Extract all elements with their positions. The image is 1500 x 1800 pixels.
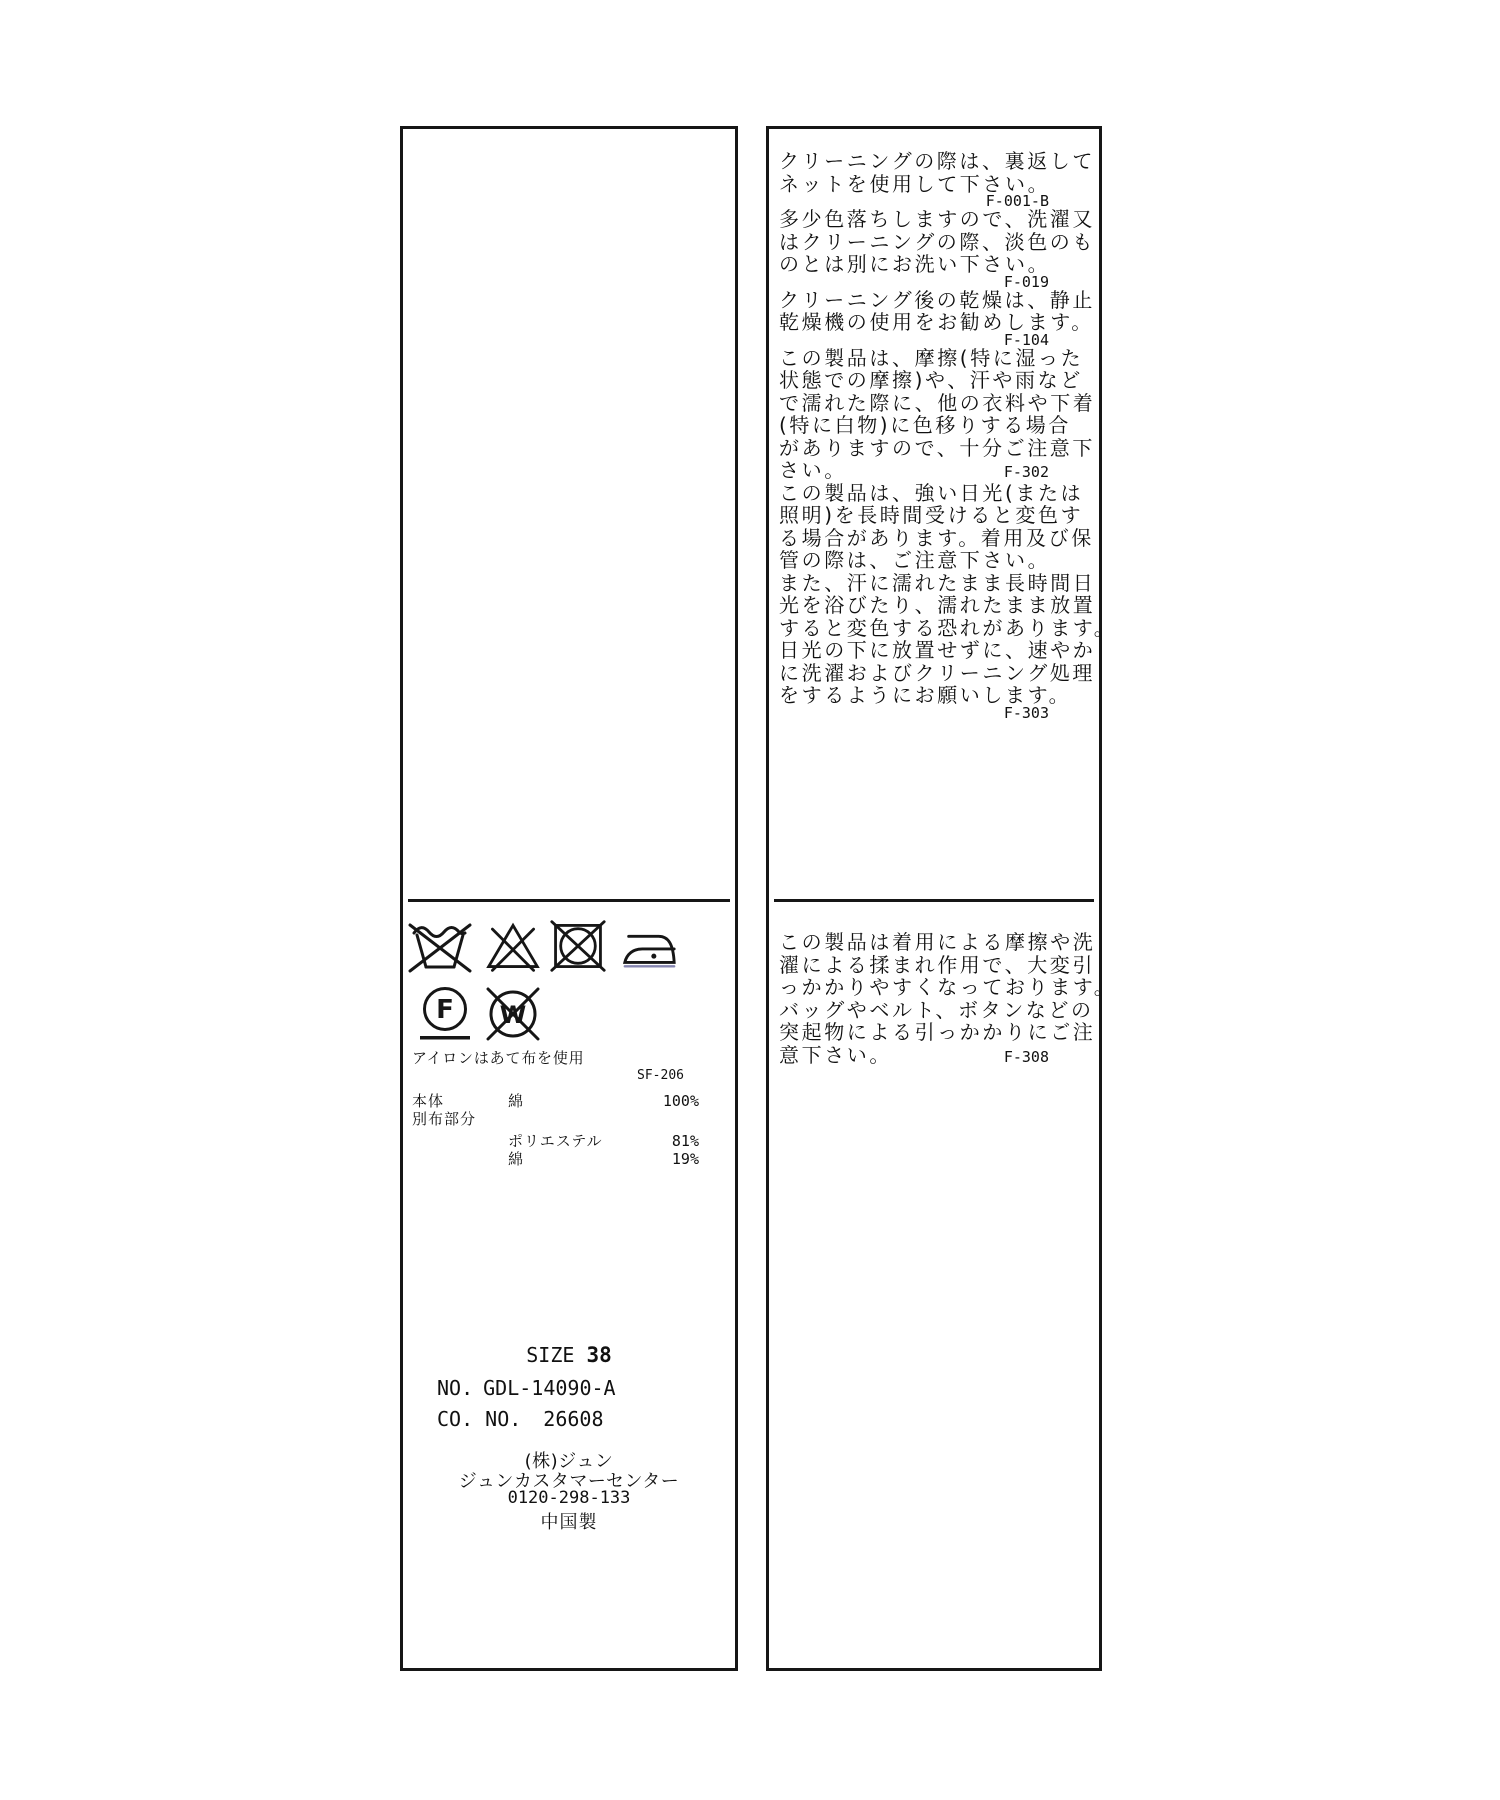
care-code: F-308	[1003, 1047, 1049, 1066]
company-number-value: 26608	[543, 1407, 604, 1431]
care-text-line: クリーニング後の乾燥は、静止	[779, 287, 1095, 312]
care-text-line-with-code	[779, 459, 1099, 482]
product-number-label: NO.	[437, 1376, 474, 1400]
dry-clean-letter: F	[436, 995, 454, 1025]
care-text-tail: さい。	[779, 458, 847, 482]
iron-one-dot-icon	[619, 921, 679, 971]
do-not-wash-icon	[407, 917, 473, 975]
care-text-line: (特に白物)に色移りする場合	[779, 413, 1072, 437]
care-text-line: この製品は、強い日光(または	[779, 480, 1084, 505]
iron-instruction-note: アイロンはあて布を使用	[412, 1049, 585, 1067]
care-text-line: この製品は着用による摩擦や洗	[779, 930, 1096, 954]
care-text-line: この製品は、摩擦(特に湿った	[779, 345, 1084, 370]
care-text-line: に洗濯およびクリーニング処理	[779, 660, 1095, 685]
care-text-line: ネットを使用して下さい。	[779, 171, 1051, 196]
do-not-tumble-dry-icon	[549, 917, 607, 975]
composition-material: 綿	[508, 1150, 525, 1168]
care-text-line-with-code	[779, 1044, 1099, 1067]
care-text-line: 濯による揉まれ作用で、大変引	[779, 952, 1095, 977]
company-number-line	[437, 1407, 604, 1431]
care-code: F-019	[1003, 272, 1049, 291]
composition-percent: 19%	[671, 1150, 699, 1168]
composition-row	[403, 1150, 735, 1168]
care-text-line: 管の際は、ご注意下さい。	[779, 548, 1051, 572]
care-text-line: また、汗に濡れたまま長時間日	[779, 570, 1096, 595]
care-text-line: 光を浴びたり、濡れたまま放置	[779, 593, 1096, 617]
right-panel-divider	[774, 899, 1094, 902]
care-text-tail: 意下さい。	[779, 1042, 892, 1067]
care-text-line: 状態での摩擦)や、汗や雨など	[779, 368, 1083, 392]
care-code: F-302	[1003, 463, 1049, 481]
extra-note	[779, 930, 1117, 1067]
care-code: F-001-B	[985, 192, 1049, 210]
country-of-origin: 中国製	[540, 1512, 598, 1533]
care-text-line: 日光の下に放置せずに、速やか	[779, 638, 1096, 662]
care-text-line: をするようにお願いします。	[779, 683, 1072, 707]
right-label-panel	[766, 126, 1117, 1671]
customer-center-phone: 0120-298-133	[507, 1488, 631, 1508]
dry-clean-petroleum-gentle-icon	[418, 985, 472, 1043]
composition-row	[403, 1132, 735, 1150]
wet-clean-letter: W	[499, 1001, 527, 1029]
care-text-line: 照明)を長時間受けると変色す	[779, 503, 1084, 527]
composition-part: 本体	[412, 1092, 445, 1110]
care-text-line: のとは別にお洗い下さい。	[779, 252, 1051, 276]
customer-center-name: ジュンカスタマーセンター	[458, 1471, 680, 1492]
care-text-line: すると変色する恐れがあります。	[779, 615, 1117, 640]
care-text-line: クリーニングの際は、裏返して	[779, 149, 1095, 173]
care-ref-code: SF-206	[637, 1068, 684, 1083]
composition-material: 綿	[508, 1092, 525, 1110]
care-text-line: がありますので、十分ご注意下	[779, 435, 1095, 460]
composition-part: 別布部分	[412, 1110, 477, 1128]
do-not-bleach-icon	[484, 917, 542, 975]
left-label-panel	[400, 126, 738, 1671]
care-text-line: る場合があります。着用及び保	[779, 525, 1094, 550]
care-text-line: バッグやベルト、ボタンなどの	[779, 997, 1094, 1022]
do-not-wet-clean-icon	[484, 985, 542, 1043]
care-text-line: っかかりやすくなっております。	[779, 975, 1117, 999]
company-number-label: CO. NO.	[437, 1407, 522, 1431]
care-text-line: 多少色落ちしますので、洗濯又	[779, 207, 1095, 231]
care-text-line: 乾燥機の使用をお勧めします。	[779, 310, 1094, 334]
composition-row	[403, 1110, 735, 1128]
composition-percent: 100%	[662, 1092, 699, 1110]
composition-row	[403, 1092, 735, 1110]
size-label: SIZE	[526, 1343, 575, 1367]
left-panel-divider	[408, 899, 730, 902]
care-text-line: 突起物による引っかかりにご注	[779, 1020, 1096, 1044]
care-code: F-303	[1003, 703, 1049, 722]
product-number-line	[437, 1376, 616, 1400]
care-notes	[779, 149, 1117, 722]
size-value: 38	[586, 1343, 612, 1367]
care-code: F-104	[1003, 330, 1049, 349]
care-text-line: で濡れた際に、他の衣料や下着	[779, 390, 1096, 415]
product-number-value: GDL-14090-A	[483, 1376, 616, 1400]
company-name: (株)ジュン	[524, 1451, 614, 1472]
size-line	[403, 1343, 735, 1367]
composition-percent: 81%	[671, 1132, 699, 1150]
care-text-line: はクリーニングの際、淡色のも	[779, 229, 1095, 254]
composition-material: ポリエステル	[508, 1132, 603, 1150]
